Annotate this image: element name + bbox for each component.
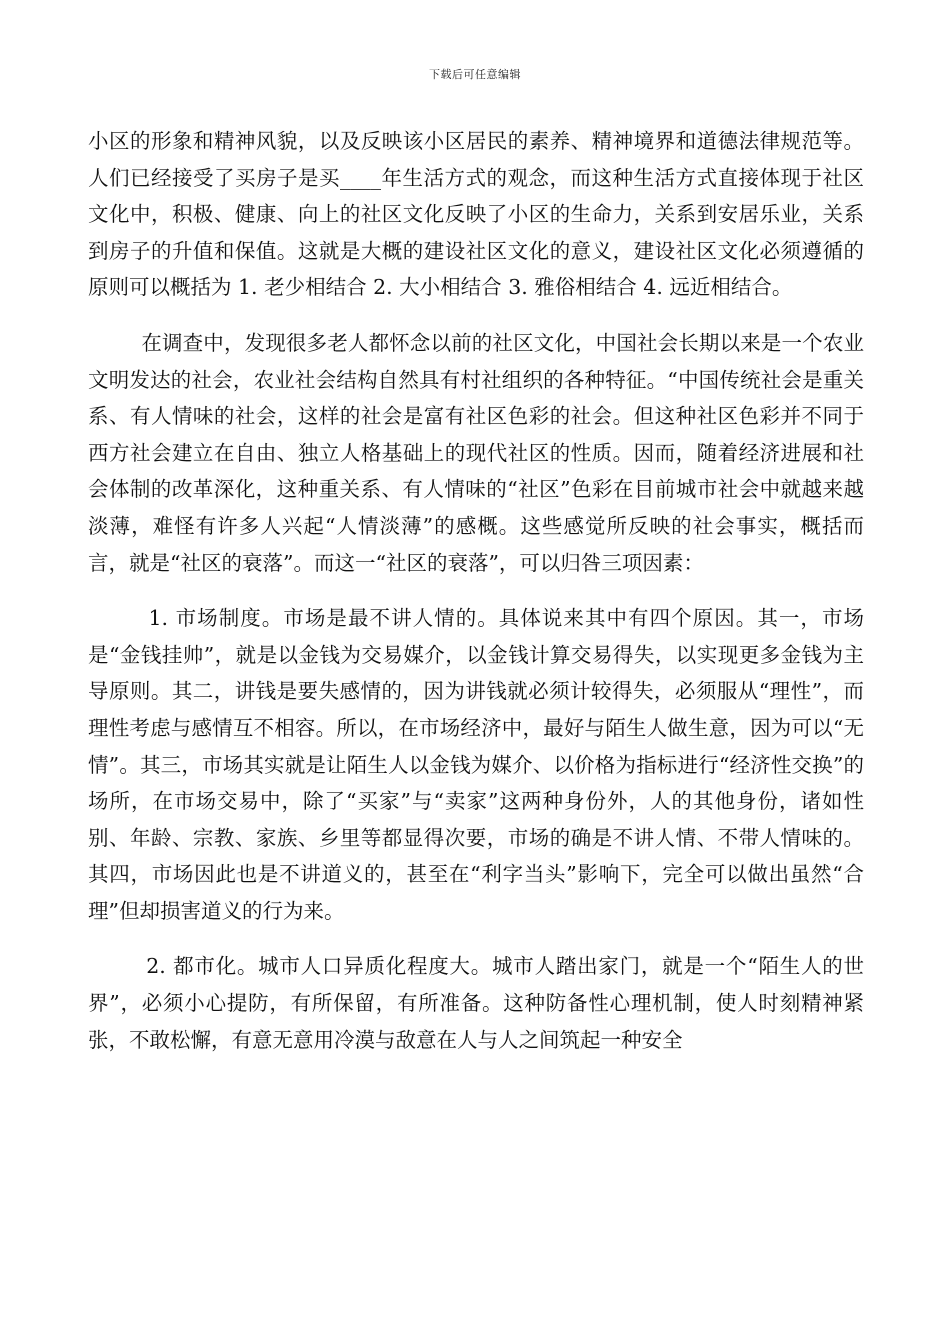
paragraph-market-system: 1. 市场制度。市场是最不讲人情的。具体说来其中有四个原因。其一，市场是“金钱挂帅”，就是以金钱为交易媒介，以金钱计算交易得失，以实现更多金钱为主导原则。其二，讲钱是要失感情的，因为讲钱就必须计较得失，必须服从“理性”，而理性考虑与感情互不相容。所以，在市场经济中，最好与陌生人做生意，因为可以“无情”。其三，市场其实就是让陌生人以金钱为媒介、以价格为指标进行“经济性交换”的场所，在市场交易中，除了“买家”与“卖家”这两种身份外，人的其他身份，诸如性别、年龄、宗教、家族、乡里等都显得次要，市场的确是不讲人情、不带人情味的。其四，市场因此也是不讲道义的，甚至在“利字当头”影响下，完全可以做出虽然“合理”但却损害道义的行为来。 xyxy=(88,606,864,923)
paragraph-community-culture: 小区的形象和精神风貌，以及反映该小区居民的素养、精神境界和道德法律规范等。人们已经接受了买房子是买____年生活方式的观念，而这种生活方式直接体现于社区文化中，积极、健康、向上的社区文化反映了小区的生命力，关系到安居乐业，关系到房子的升值和保值。这就是大概的建设社区文化的意义，建设社区文化必须遵循的原则可以概括为 1. 老少相结合 2. 大小相结合 3. 雅俗相结合 4. 远近相结合。 xyxy=(88,129,864,300)
paragraph-urbanization: 2. 都市化。城市人口异质化程度大。城市人踏出家门，就是一个“陌生人的世界”，必须小心提防，有所保留，有所准备。这种防备性心理机制，使人时刻精神紧张，不敢松懈，有意无意用冷漠与敌意在人与人之间筑起一种安全 xyxy=(88,954,864,1052)
page-header: 下载后可任意编辑 xyxy=(429,68,521,81)
document-body xyxy=(88,123,864,1058)
paragraph-survey: 在调查中，发现很多老人都怀念以前的社区文化，中国社会长期以来是一个农业文明发达的社会，农业社会结构自然具有村社组织的各种特征。“中国传统社会是重关系、有人情味的社会，这样的社会是富有社区色彩的社会。但这种社区色彩并不同于西方社会建立在自由、独立人格基础上的现代社区的性质。因而，随着经济进展和社会体制的改革深化，这种重关系、有人情味的“社区”色彩在目前城市社会中就越来越淡薄，难怪有许多人兴起“人情淡薄”的感概。这些感觉所反映的社会事实，概括而言，就是“社区的衰落”。而这一“社区的衰落”，可以归咎三项因素： xyxy=(88,330,864,575)
